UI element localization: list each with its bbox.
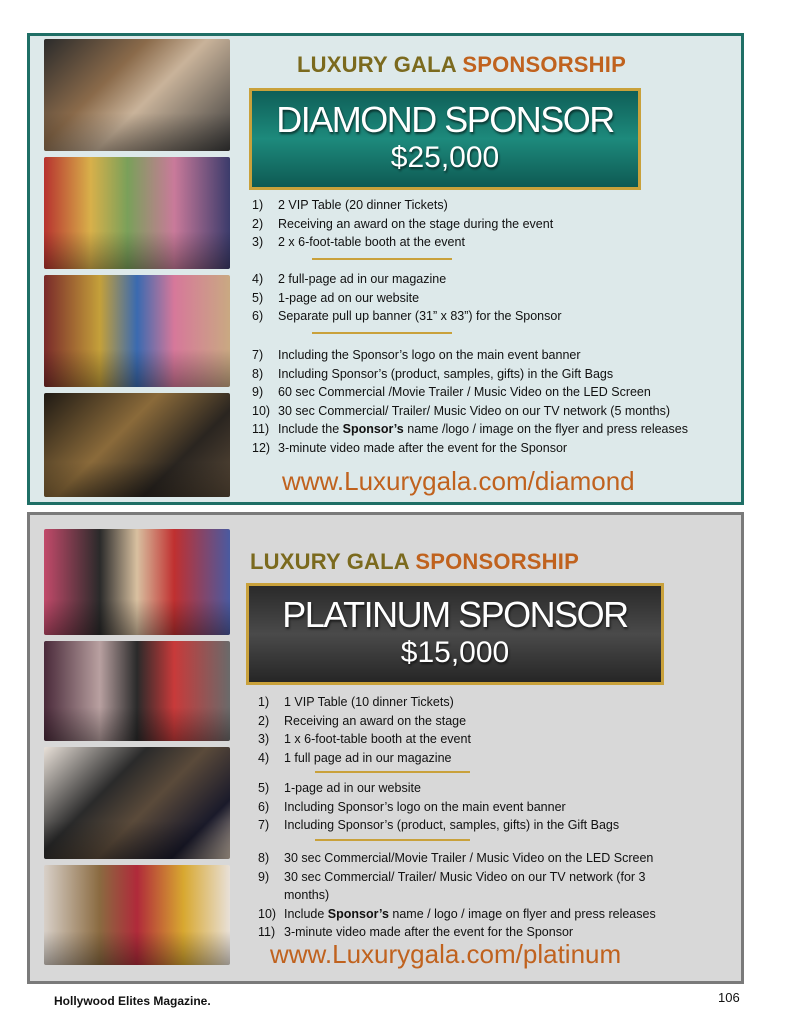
event-photo [44,865,230,965]
page-number: 106 [718,990,740,1005]
heading-brand: LUXURY GALA [250,549,410,574]
divider [312,332,452,334]
benefit-item: 3) 2 x 6-foot-table booth at the event [252,235,465,249]
benefit-item: 5) 1-page ad in our website [258,781,421,795]
benefit-item: 2) Receiving an award on the stage [258,713,467,728]
event-photo [44,157,230,269]
platinum-sponsor-panel [27,512,744,984]
divider [315,771,470,773]
heading-sponsorship: SPONSORSHIP [415,549,579,574]
benefit-item: 1) 2 VIP Table (20 dinner Tickets) [252,198,448,212]
platinum-title-box [246,583,664,685]
diamond-heading [297,52,626,78]
event-photo [44,393,230,497]
benefit-item: 6) Separate pull up banner (31” x 83”) for the Sponsor [252,309,562,323]
diamond-benefits-group-3 [252,346,732,457]
platinum-url-link[interactable]: www.Luxurygala.com/platinum [270,939,622,969]
benefit-item: 9) 30 sec Commercial/ Trailer/ Music Video on our TV network (for 3 months) [258,869,646,902]
benefit-item: 10) 30 sec Commercial/ Trailer/ Music Video on our TV network (5 months) [252,403,671,418]
diamond-title-box [249,88,641,190]
platinum-benefits-group-2 [258,779,738,835]
benefit-item: 3) 1 x 6-foot-table booth at the event [258,732,471,746]
event-photo [44,39,230,151]
sponsor-price: $15,000 [400,636,510,669]
sponsor-price: $25,000 [390,141,500,174]
benefit-item: 11) 3-minute video made after the event for the Sponsor [258,925,574,939]
benefit-item: 5) 1-page ad on our website [252,290,420,305]
divider [315,839,470,841]
footer-magazine-name: Hollywood Elites Magazine. [54,994,211,1008]
benefit-item: 8) 30 sec Commercial/Movie Trailer / Music Video on the LED Screen [258,851,654,865]
event-photo [44,641,230,741]
platinum-benefits-group-1 [258,693,738,767]
event-photo [44,747,230,859]
diamond-benefits-group-2 [252,270,732,326]
benefit-item: 2) Receiving an award on the stage during the event [252,216,554,231]
diamond-photo-column [44,39,232,503]
platinum-heading [250,549,579,575]
benefit-item: 12) 3-minute video made after the event for the Sponsor [252,440,568,455]
divider [312,258,452,260]
benefit-item: 11) Include the Sponsor’s name /logo / image on the flyer and press releases [252,422,688,436]
heading-brand: LUXURY GALA [297,52,457,77]
event-photo [44,275,230,387]
heading-sponsorship: SPONSORSHIP [462,52,626,77]
benefit-item: 4) 1 full page ad in our magazine [258,750,452,765]
benefit-item: 6) Including Sponsor’s logo on the main event banner [258,799,566,814]
sponsor-tier-title: PLATINUM SPONSOR [282,594,628,635]
platinum-benefits-group-3 [258,849,688,942]
benefit-item: 8) Including Sponsor’s (product, samples, gifts) in the Gift Bags [252,366,614,381]
diamond-sponsor-panel [27,33,744,505]
benefit-item: 10) Include Sponsor’s name / logo / image on flyer and press releases [258,906,656,921]
benefit-item: 7) Including the Sponsor’s logo on the main event banner [252,348,581,362]
benefit-item: 4) 2 full-page ad in our magazine [252,272,447,286]
platinum-photo-column [44,529,232,971]
diamond-url-link[interactable]: www.Luxurygala.com/diamond [282,466,635,496]
diamond-benefits-group-1 [252,196,732,252]
sponsor-tier-title: DIAMOND SPONSOR [276,99,614,140]
benefit-item: 7) Including Sponsor’s (product, samples, gifts) in the Gift Bags [258,818,620,832]
event-photo [44,529,230,635]
benefit-item: 9) 60 sec Commercial /Movie Trailer / Music Video on the LED Screen [252,385,651,399]
benefit-item: 1) 1 VIP Table (10 dinner Tickets) [258,695,454,709]
